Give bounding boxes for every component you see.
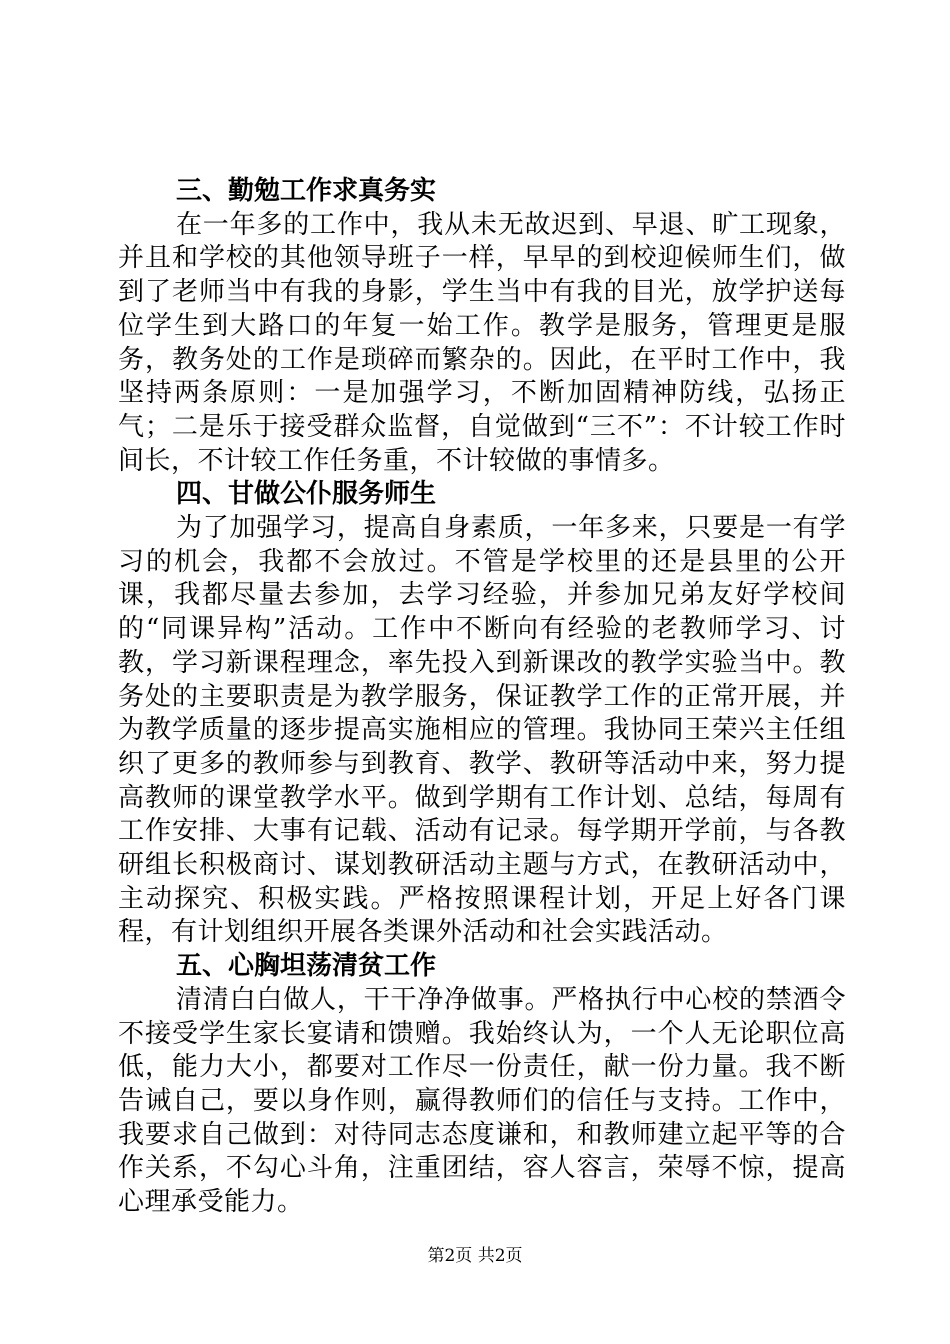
section-paragraph: 在一年多的工作中，我从未无故迟到、早退、旷工现象，并且和学校的其他领导班子一样，早早的到校迎候师生们，做到了老师当中有我的身影，学生当中有我的目光，放学护送每位学生到大路口的年复一始工作。教学是服务，管理更是服务，教务处的工作是琐碎而繁杂的。因此，在平时工作中，我坚持两条原则：一是加强学习，不断加固精神防线，弘扬正气；二是乐于接受群众监督，自觉做到“三不”：不计较工作时间长，不计较工作任务重，不计较做的事情多。 [118, 209, 846, 476]
section-heading: 四、甘做公仆服务师生 [176, 479, 437, 510]
document-body [118, 175, 846, 1220]
section-heading: 五、心胸坦荡清贫工作 [176, 951, 437, 982]
section-3 [118, 175, 846, 478]
section-5 [118, 950, 846, 1220]
section-paragraph: 为了加强学习，提高自身素质，一年多来，只要是一有学习的机会，我都不会放过。不管是学校里的还是县里的公开课，我都尽量去参加，去学习经验，并参加兄弟友好学校间的“同课异构”活动。工作中不断向有经验的老教师学习、讨教，学习新课程理念，率先投入到新课改的教学实验当中。教务处的主要职责是为教学服务，保证教学工作的正常开展，并为教学质量的逐步提高实施相应的管理。我协同王荣兴主任组织了更多的教师参与到教育、教学、教研等活动中来，努力提高教师的课堂教学水平。做到学期有工作计划、总结，每周有工作安排、大事有记载、活动有记录。每学期开学前，与各教研组长积极商讨、谋划教研活动主题与方式，在教研活动中，主动探究、积极实践。严格按照课程计划，开足上好各门课程，有计划组织开展各类课外活动和社会实践活动。 [118, 513, 846, 948]
section-paragraph: 清清白白做人，干干净净做事。严格执行中心校的禁酒令不接受学生家长宴请和馈赠。我始终认为，一个人无论职位高低，能力大小，都要对工作尽一份责任，献一份力量。我不断告诫自己，要以身作则，赢得教师们的信任与支持。工作中，我要求自己做到：对待同志态度谦和，和教师建立起平等的合作关系，不勾心斗角，注重团结，容人容言，荣辱不惊，提高心理承受能力。 [118, 984, 846, 1218]
section-4 [118, 478, 846, 950]
section-heading: 三、勤勉工作求真务实 [176, 176, 437, 206]
page-number-footer: 第2页 共2页 [427, 1246, 523, 1266]
